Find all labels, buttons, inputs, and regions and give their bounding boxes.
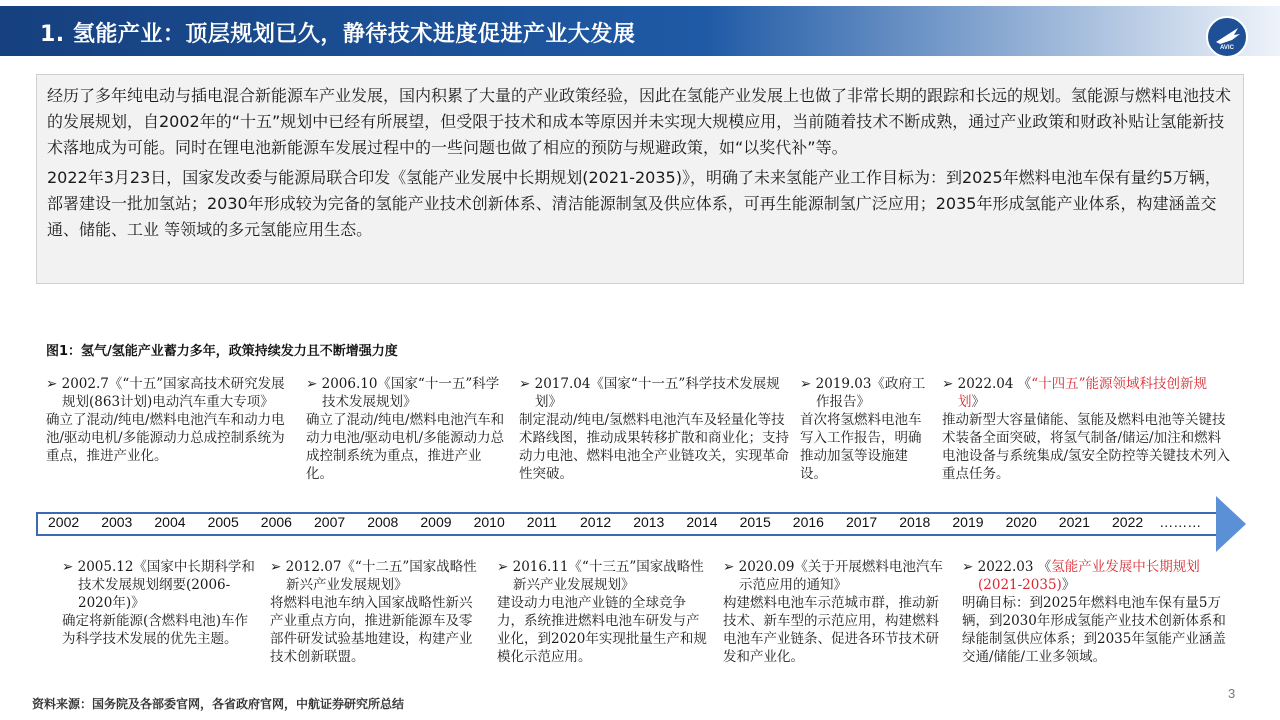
figure-caption: 图1：氢气/氢能产业蓄力多年，政策持续发力且不断增强力度 (46, 344, 398, 359)
event-2002 (46, 375, 294, 465)
event-desc: 将燃料电池车纳入国家战略性新兴产业重点方向，推进新能源车及零部件研发试验基地建设，构建产业技术创新联盟。 (270, 595, 473, 665)
timeline-arrow (36, 496, 1248, 552)
timeline-year-2013: 2013 (633, 514, 665, 530)
arrow-bullet-icon: ➢ (519, 376, 535, 392)
page-number: 3 (1228, 686, 1236, 701)
event-title: ➢ 2019.03《政府工作报告》 (800, 376, 926, 410)
timeline-year-2008: 2008 (367, 514, 399, 530)
summary-paragraph-2: 2022年3月23日，国家发改委与能源局联合印发《氢能产业发展中长期规划(2021-2035)》，明确了未来氢能产业工作目标为：到2025年燃料电池车保有量约5万辆，部署建设一批加氢站；2030年形成较为完备的氢能产业技术创新体系、清洁能源制氢及供应体系，可再生能源制氢广泛应用；2035年形成氢能产业体系，构建涵盖交通、储能、工业 等领域的多元氢能应用生态。 (47, 168, 1221, 239)
summary-paragraph-1: 经历了多年纯电动与插电混合新能源车产业发展，国内积累了大量的产业政策经验，因此在氢能产业发展上也做了非常长期的跟踪和长远的规划。氢能源与燃料电池技术的发展规划，自2002年的“十五”规划中已经有所展望，但受限于技术和成本等原因并未实现大规模应用，当前随着技术不断成熟，通过产业政策和财政补贴让氢能新技术落地成为可能。同时在锂电池新能源车发展过程中的一些问题也做了相应的预防与规避政策，如“以奖代补”等。 (47, 86, 1232, 157)
event-title: ➢ 2022.03 《氢能产业发展中长期规划(2021-2035)》 (962, 559, 1200, 593)
header-bar (0, 6, 1280, 56)
logo-text: AVIC (1220, 45, 1234, 51)
timeline-ellipsis: ……… (1159, 514, 1202, 530)
event-2016 (497, 558, 711, 666)
event-title: ➢ 2022.04 《“十四五”能源领域科技创新规划》 (942, 376, 1208, 410)
arrow-bullet-icon: ➢ (962, 559, 978, 575)
timeline-year-2022: 2022 (1112, 514, 1144, 530)
event-title: ➢ 2020.09《关于开展燃料电池汽车示范应用的通知》 (723, 559, 943, 593)
timeline-year-2006: 2006 (260, 514, 292, 530)
timeline-year-2015: 2015 (739, 514, 771, 530)
avic-logo (1206, 16, 1248, 58)
event-2020 (723, 558, 943, 666)
event-2017 (519, 375, 789, 483)
timeline-year-2011: 2011 (526, 514, 557, 530)
timeline-year-2017: 2017 (846, 514, 878, 530)
arrow-bullet-icon: ➢ (62, 559, 78, 575)
event-desc: 首次将氢燃料电池车写入工作报告，明确推动加氢等设施建设。 (800, 412, 922, 482)
arrow-bullet-icon: ➢ (497, 559, 513, 575)
highlight-title: “十四五”能源领域科技创新规划 (958, 376, 1208, 410)
summary-box (36, 74, 1244, 284)
timeline-year-2005: 2005 (207, 514, 239, 530)
event-2012 (270, 558, 484, 666)
event-title: ➢ 2017.04《国家“十一五”科学技术发展规划》 (519, 376, 780, 410)
event-desc: 制定混动/纯电/氢燃料电池汽车及轻量化等技术路线图，推动成果转移扩散和商业化；支持动力电池、燃料电池全产业链攻关，实现革命性突破。 (519, 412, 789, 482)
timeline-year-2016: 2016 (792, 514, 824, 530)
event-desc: 推动新型大容量储能、氢能及燃料电池等关键技术装备全面突破，将氢气制备/储运/加注和燃料电池设备与系统集成/氢安全防控等关键技术列入重点任务。 (942, 412, 1231, 482)
event-title: ➢ 2016.11《“十三五”国家战略性新兴产业发展规划》 (497, 559, 704, 593)
event-desc: 确立了混动/纯电/燃料电池汽车和动力电池/驱动电机/多能源动力总成控制系统为重点，推进产业化。 (306, 412, 505, 482)
timeline-year-2014: 2014 (686, 514, 718, 530)
timeline-year-2012: 2012 (580, 514, 612, 530)
timeline-year-2004: 2004 (154, 514, 186, 530)
arrow-bullet-icon: ➢ (942, 376, 958, 392)
arrow-bullet-icon: ➢ (723, 559, 739, 575)
arrow-bullet-icon: ➢ (800, 376, 816, 392)
timeline-year-2010: 2010 (473, 514, 505, 530)
event-title: ➢ 2002.7《“十五”国家高技术研究发展规划(863计划)电动汽车重大专项》 (46, 376, 285, 410)
timeline-year-2007: 2007 (314, 514, 346, 530)
timeline-year-2019: 2019 (952, 514, 984, 530)
timeline-year-2020: 2020 (1005, 514, 1037, 530)
timeline-arrowhead-icon (1216, 496, 1246, 552)
event-desc: 明确目标：到2025年燃料电池车保有量5万辆，到2030年形成氢能产业技术创新体系和绿能制氢供应体系；到2035年氢能产业涵盖交通/储能/工业多领域。 (962, 595, 1226, 665)
timeline-year-2009: 2009 (420, 514, 452, 530)
event-desc: 确定将新能源(含燃料电池)车作为科学技术发展的优先主题。 (62, 613, 249, 647)
timeline-year-2021: 2021 (1058, 514, 1090, 530)
page-title: 1. 氢能产业：顶层规划已久，静待技术进度促进产业大发展 (40, 22, 636, 47)
source-note: 资料来源：国务院及各部委官网，各省政府官网，中航证券研究所总结 (32, 697, 405, 711)
arrow-bullet-icon: ➢ (306, 376, 322, 392)
event-desc: 建设动力电池产业链的全球竞争力，系统推进燃料电池车研发与产业化，到2020年实现批量生产和规模化示范应用。 (497, 595, 707, 665)
arrow-bullet-icon: ➢ (270, 559, 286, 575)
event-desc: 确立了混动/纯电/燃料电池汽车和动力电池/驱动电机/多能源动力总成控制系统为重点，推进产业化。 (46, 412, 285, 464)
event-desc: 构建燃料电池车示范城市群，推动新技术、新车型的示范应用，构建燃料电池车产业链条、促进各环节技术研发和产业化。 (723, 595, 939, 665)
highlight-title: 氢能产业发展中长期规划(2021-2035) (978, 559, 1200, 593)
event-2005 (62, 558, 258, 648)
event-2006 (306, 375, 508, 483)
event-title: ➢ 2012.07《“十二五”国家战略性新兴产业发展规划》 (270, 559, 477, 593)
timeline-year-2002: 2002 (48, 514, 80, 530)
timeline-year-2018: 2018 (899, 514, 931, 530)
arrow-bullet-icon: ➢ (46, 376, 62, 392)
event-title: ➢ 2006.10《国家“十一五”科学技术发展规划》 (306, 376, 500, 410)
timeline-year-2003: 2003 (101, 514, 133, 530)
event-title: ➢ 2005.12《国家中长期科学和技术发展规划纲要(2006-2020年)》 (62, 559, 255, 611)
event-2022-03 (962, 558, 1238, 666)
event-2019 (800, 375, 930, 483)
event-2022-04 (942, 375, 1234, 483)
